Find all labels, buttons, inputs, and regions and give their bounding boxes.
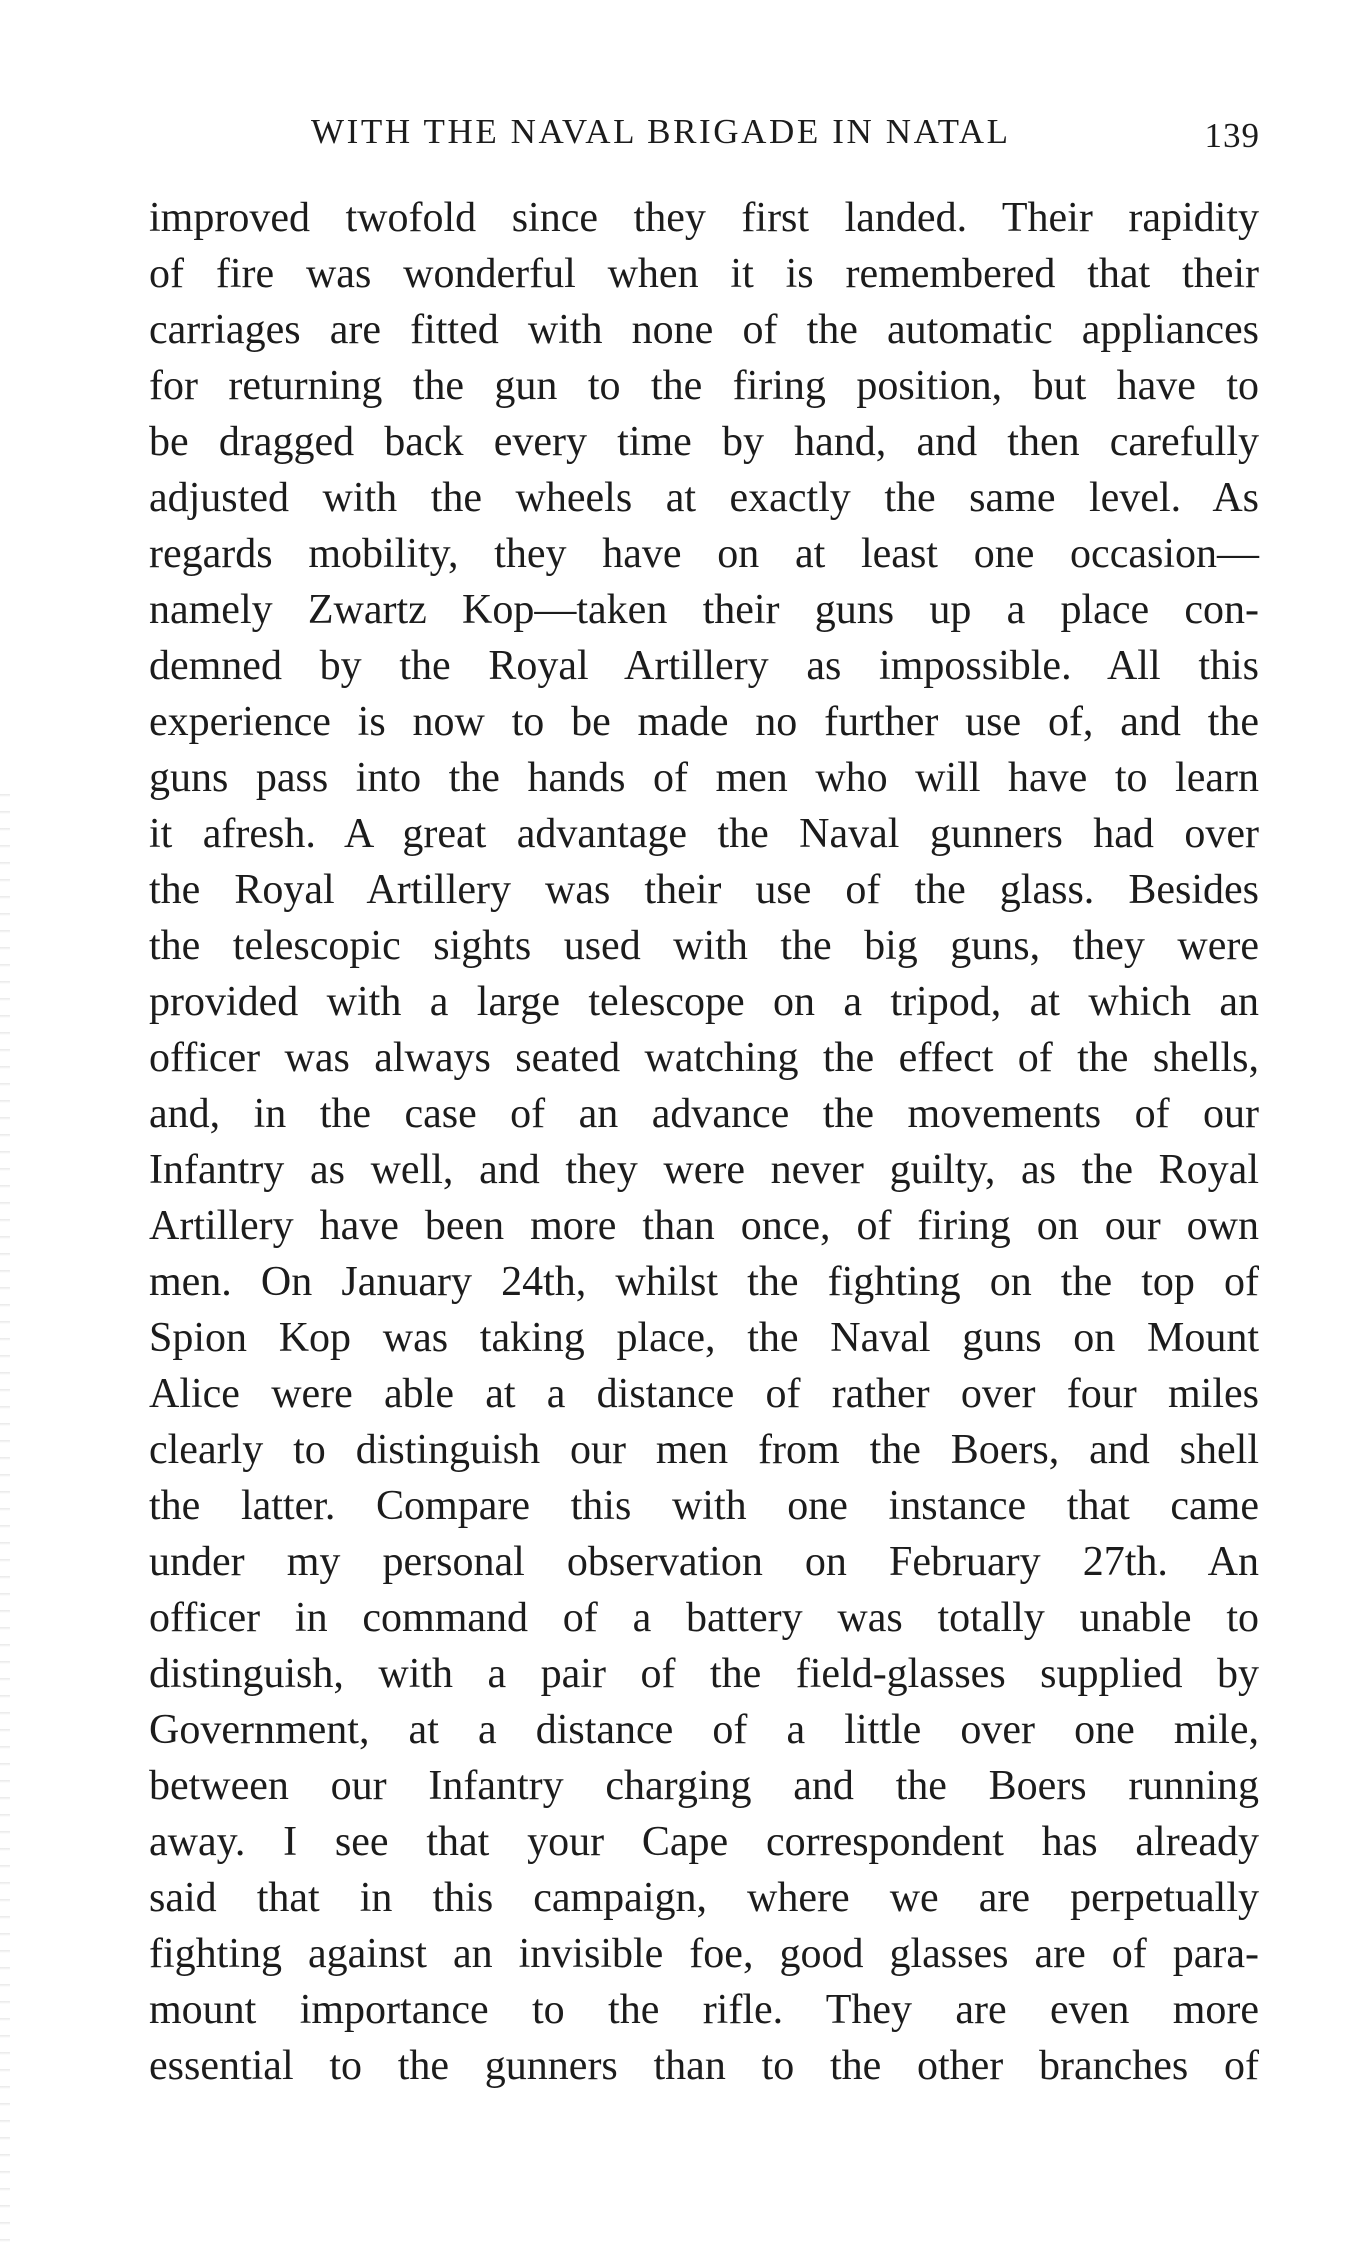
- text-line: the Royal Artillery was their use of the glass. Besides: [149, 867, 1259, 913]
- text-line: it afresh. A great advantage the Naval gunners had over: [149, 811, 1259, 857]
- text-line: the telescopic sights used with the big guns, they were: [149, 923, 1259, 969]
- page-number: 139: [1204, 116, 1260, 155]
- text-line: of fire was wonderful when it is remembered that their: [149, 251, 1259, 297]
- text-line: mount importance to the rifle. They are even more: [149, 1987, 1259, 2033]
- text-line: Spion Kop was taking place, the Naval guns on Mount: [149, 1315, 1259, 1361]
- text-line: under my personal observation on February 27th. An: [149, 1539, 1259, 1585]
- text-line: distinguish, with a pair of the field-glasses supplied by: [149, 1651, 1259, 1697]
- text-line: be dragged back every time by hand, and then carefully: [149, 419, 1259, 465]
- text-line: clearly to distinguish our men from the Boers, and shell: [149, 1427, 1259, 1473]
- text-line: said that in this campaign, where we are perpetually: [149, 1875, 1259, 1921]
- text-line: demned by the Royal Artillery as impossible. All this: [149, 643, 1259, 689]
- running-head: [148, 112, 1260, 162]
- text-line: fighting against an invisible foe, good glasses are of para-: [149, 1931, 1259, 1977]
- text-line: Infantry as well, and they were never guilty, as the Royal: [149, 1147, 1259, 1193]
- text-line: between our Infantry charging and the Boers running: [149, 1763, 1259, 1809]
- text-line: Government, at a distance of a little over one mile,: [149, 1707, 1259, 1753]
- text-line: carriages are fitted with none of the automatic appliances: [149, 307, 1259, 353]
- text-line: guns pass into the hands of men who will have to learn: [149, 755, 1259, 801]
- text-line: adjusted with the wheels at exactly the same level. As: [149, 475, 1259, 521]
- text-line: officer in command of a battery was totally unable to: [149, 1595, 1259, 1641]
- text-line: officer was always seated watching the effect of the shells,: [149, 1035, 1259, 1081]
- text-line: away. I see that your Cape correspondent has already: [149, 1819, 1259, 1865]
- text-line: regards mobility, they have on at least one occasion—: [149, 531, 1259, 577]
- text-line: experience is now to be made no further use of, and the: [149, 699, 1259, 745]
- page-gutter-edge: [0, 780, 10, 2243]
- text-line: Artillery have been more than once, of firing on our own: [149, 1203, 1259, 1249]
- text-line: namely Zwartz Kop—taken their guns up a place con-: [149, 587, 1259, 633]
- running-title: WITH THE NAVAL BRIGADE IN NATAL: [311, 112, 1011, 151]
- text-line: improved twofold since they first landed. Their rapidity: [149, 195, 1259, 241]
- text-line: Alice were able at a distance of rather over four miles: [149, 1371, 1259, 1417]
- body-text: [149, 190, 1259, 2094]
- text-line: for returning the gun to the firing position, but have to: [149, 363, 1259, 409]
- text-line: the latter. Compare this with one instance that came: [149, 1483, 1259, 1529]
- text-line: essential to the gunners than to the other branches of: [149, 2043, 1259, 2089]
- text-line: men. On January 24th, whilst the fighting on the top of: [149, 1259, 1259, 1305]
- text-line: and, in the case of an advance the movements of our: [149, 1091, 1259, 1137]
- text-line: provided with a large telescope on a tripod, at which an: [149, 979, 1259, 1025]
